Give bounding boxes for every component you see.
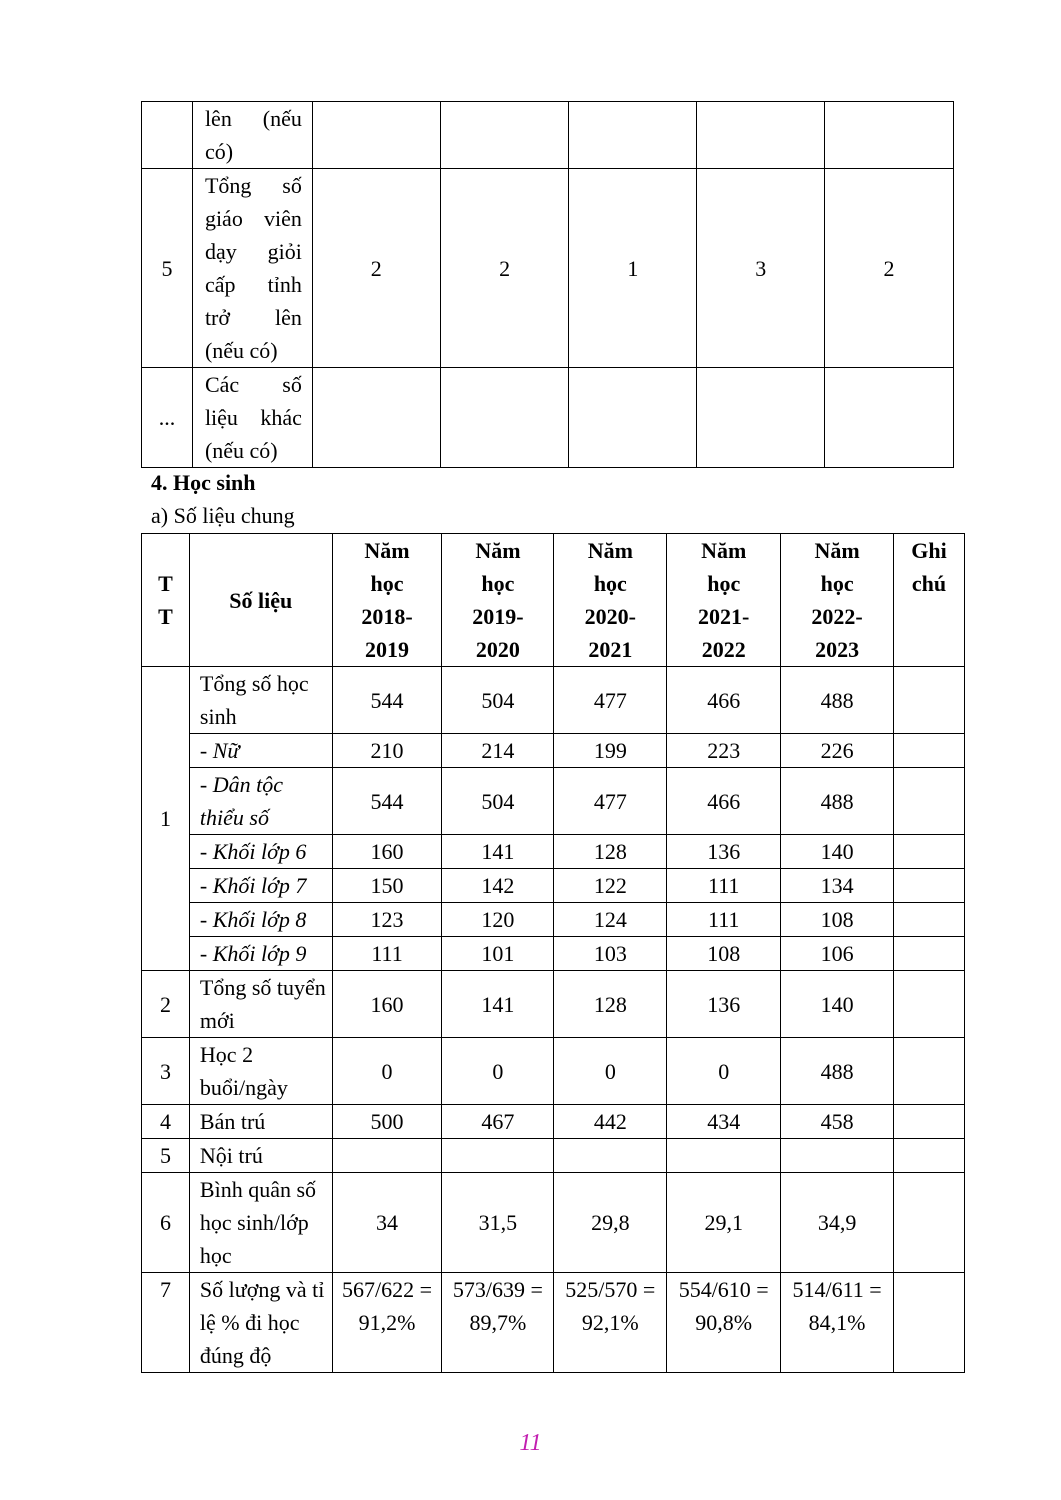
value-cell: 122: [554, 869, 667, 903]
note-cell: [894, 971, 965, 1038]
tt-cell: 5: [142, 1139, 190, 1173]
value-cell: 31,5: [442, 1173, 554, 1273]
value-cell: 124: [554, 903, 667, 937]
value-cell: 150: [332, 869, 442, 903]
value-cell: 134: [781, 869, 894, 903]
table-row: [142, 1273, 965, 1373]
value-cell: 101: [442, 937, 554, 971]
note-cell: [894, 734, 965, 768]
value-cell: 141: [442, 835, 554, 869]
value-cell: 120: [442, 903, 554, 937]
tt-cell: 3: [142, 1038, 190, 1105]
value-cell: 544: [332, 768, 442, 835]
tt-cell: [142, 102, 193, 169]
tt-header: T T: [142, 534, 190, 667]
value-cell: 477: [554, 768, 667, 835]
value-cell: 141: [442, 971, 554, 1038]
year-header: Năm học 2021- 2022: [667, 534, 781, 667]
value-cell: [554, 1139, 667, 1173]
value-cell: 434: [667, 1105, 781, 1139]
year-header: Năm học 2018- 2019: [332, 534, 442, 667]
note-header: Ghi chú: [894, 534, 965, 667]
value-cell: 108: [781, 903, 894, 937]
note-cell: [894, 667, 965, 734]
value-cell: 136: [667, 835, 781, 869]
tt-cell: 4: [142, 1105, 190, 1139]
value-cell: 160: [332, 971, 442, 1038]
table-row: [142, 835, 965, 869]
label-header: Số liệu: [189, 534, 332, 667]
label-cell: - Khối lớp 8: [189, 903, 332, 937]
value-cell: 458: [781, 1105, 894, 1139]
value-cell: 111: [667, 869, 781, 903]
value-cell: 0: [667, 1038, 781, 1105]
tt-cell: 2: [142, 971, 190, 1038]
value-cell: 128: [554, 971, 667, 1038]
note-cell: [894, 1273, 965, 1373]
value-cell: 34,9: [781, 1173, 894, 1273]
note-cell: [894, 1173, 965, 1273]
value-cell: [440, 368, 569, 468]
value-cell: 544: [332, 667, 442, 734]
table-row: [142, 869, 965, 903]
table-row: [142, 169, 954, 368]
value-cell: [569, 102, 697, 169]
value-cell: [312, 102, 440, 169]
label-cell: Tổng số giáo viên dạy giỏi cấp tỉnh trở lên (nếu có): [192, 169, 312, 368]
value-cell: 466: [667, 667, 781, 734]
label-cell: lên (nếu có): [192, 102, 312, 169]
value-cell: 223: [667, 734, 781, 768]
label-cell: Nội trú: [189, 1139, 332, 1173]
value-cell: 111: [332, 937, 442, 971]
year-header: Năm học 2019- 2020: [442, 534, 554, 667]
label-cell: Tổng số tuyển mới: [189, 971, 332, 1038]
value-cell: 142: [442, 869, 554, 903]
value-cell: 0: [332, 1038, 442, 1105]
value-cell: 1: [569, 169, 697, 368]
value-cell: 3: [697, 169, 825, 368]
label-cell: Số lượng và tỉ lệ % đi học đúng độ: [189, 1273, 332, 1373]
label-cell: - Khối lớp 7: [189, 869, 332, 903]
note-cell: [894, 937, 965, 971]
value-cell: 477: [554, 667, 667, 734]
tt-cell: 1: [142, 667, 190, 971]
value-cell: 128: [554, 835, 667, 869]
value-cell: 504: [442, 768, 554, 835]
value-cell: [569, 368, 697, 468]
value-cell: 442: [554, 1105, 667, 1139]
value-cell: 34: [332, 1173, 442, 1273]
value-cell: [332, 1139, 442, 1173]
value-cell: 29,1: [667, 1173, 781, 1273]
value-cell: [825, 368, 954, 468]
value-cell: 2: [440, 169, 569, 368]
value-cell: 2: [312, 169, 440, 368]
value-cell: 467: [442, 1105, 554, 1139]
table-row: [142, 1173, 965, 1273]
value-cell: [667, 1139, 781, 1173]
value-cell: 140: [781, 835, 894, 869]
header-row: [142, 534, 965, 667]
note-cell: [894, 869, 965, 903]
table-row: [142, 1139, 965, 1173]
value-cell: 567/622 = 91,2%: [332, 1273, 442, 1373]
value-cell: 123: [332, 903, 442, 937]
value-cell: 466: [667, 768, 781, 835]
tt-cell: 5: [142, 169, 193, 368]
table-row: [142, 971, 965, 1038]
year-header: Năm học 2022- 2023: [781, 534, 894, 667]
value-cell: 488: [781, 768, 894, 835]
label-cell: Các số liệu khác (nếu có): [192, 368, 312, 468]
value-cell: 214: [442, 734, 554, 768]
label-cell: Tổng số học sinh: [189, 667, 332, 734]
label-cell: Bình quân số học sinh/lớp học: [189, 1173, 332, 1273]
table-row: [142, 1105, 965, 1139]
table-row: [142, 1038, 965, 1105]
table-row: [142, 768, 965, 835]
table-row: [142, 734, 965, 768]
value-cell: 488: [781, 1038, 894, 1105]
value-cell: 0: [442, 1038, 554, 1105]
value-cell: 504: [442, 667, 554, 734]
value-cell: 514/611 = 84,1%: [781, 1273, 894, 1373]
staff-table: [141, 101, 954, 468]
table-row: [142, 368, 954, 468]
value-cell: 111: [667, 903, 781, 937]
value-cell: 103: [554, 937, 667, 971]
section-heading: 4. Học sinh: [151, 470, 256, 495]
value-cell: 573/639 = 89,7%: [442, 1273, 554, 1373]
subsection-heading: a) Số liệu chung: [151, 503, 295, 528]
label-cell: - Khối lớp 6: [189, 835, 332, 869]
value-cell: [442, 1139, 554, 1173]
value-cell: 2: [825, 169, 954, 368]
value-cell: 554/610 = 90,8%: [667, 1273, 781, 1373]
value-cell: [825, 102, 954, 169]
value-cell: [697, 368, 825, 468]
page-number: 11: [519, 1430, 542, 1456]
value-cell: [781, 1139, 894, 1173]
year-header: Năm học 2020- 2021: [554, 534, 667, 667]
tt-cell: ...: [142, 368, 193, 468]
value-cell: 140: [781, 971, 894, 1038]
value-cell: 108: [667, 937, 781, 971]
note-cell: [894, 1105, 965, 1139]
value-cell: [697, 102, 825, 169]
table-row: [142, 903, 965, 937]
value-cell: 160: [332, 835, 442, 869]
value-cell: [440, 102, 569, 169]
note-cell: [894, 768, 965, 835]
label-cell: - Dân tộc thiểu số: [189, 768, 332, 835]
value-cell: 199: [554, 734, 667, 768]
table-row: [142, 667, 965, 734]
label-cell: Bán trú: [189, 1105, 332, 1139]
value-cell: 0: [554, 1038, 667, 1105]
label-cell: - Khối lớp 9: [189, 937, 332, 971]
value-cell: [312, 368, 440, 468]
tt-cell: 7: [142, 1273, 190, 1373]
value-cell: 500: [332, 1105, 442, 1139]
table-row: [142, 937, 965, 971]
students-table: [141, 533, 965, 1373]
label-cell: Học 2 buổi/ngày: [189, 1038, 332, 1105]
label-cell: - Nữ: [189, 734, 332, 768]
tt-cell: 6: [142, 1173, 190, 1273]
note-cell: [894, 903, 965, 937]
value-cell: 226: [781, 734, 894, 768]
value-cell: 525/570 = 92,1%: [554, 1273, 667, 1373]
value-cell: 106: [781, 937, 894, 971]
note-cell: [894, 1139, 965, 1173]
value-cell: 29,8: [554, 1173, 667, 1273]
note-cell: [894, 1038, 965, 1105]
table-row: [142, 102, 954, 169]
note-cell: [894, 835, 965, 869]
value-cell: 488: [781, 667, 894, 734]
value-cell: 210: [332, 734, 442, 768]
value-cell: 136: [667, 971, 781, 1038]
